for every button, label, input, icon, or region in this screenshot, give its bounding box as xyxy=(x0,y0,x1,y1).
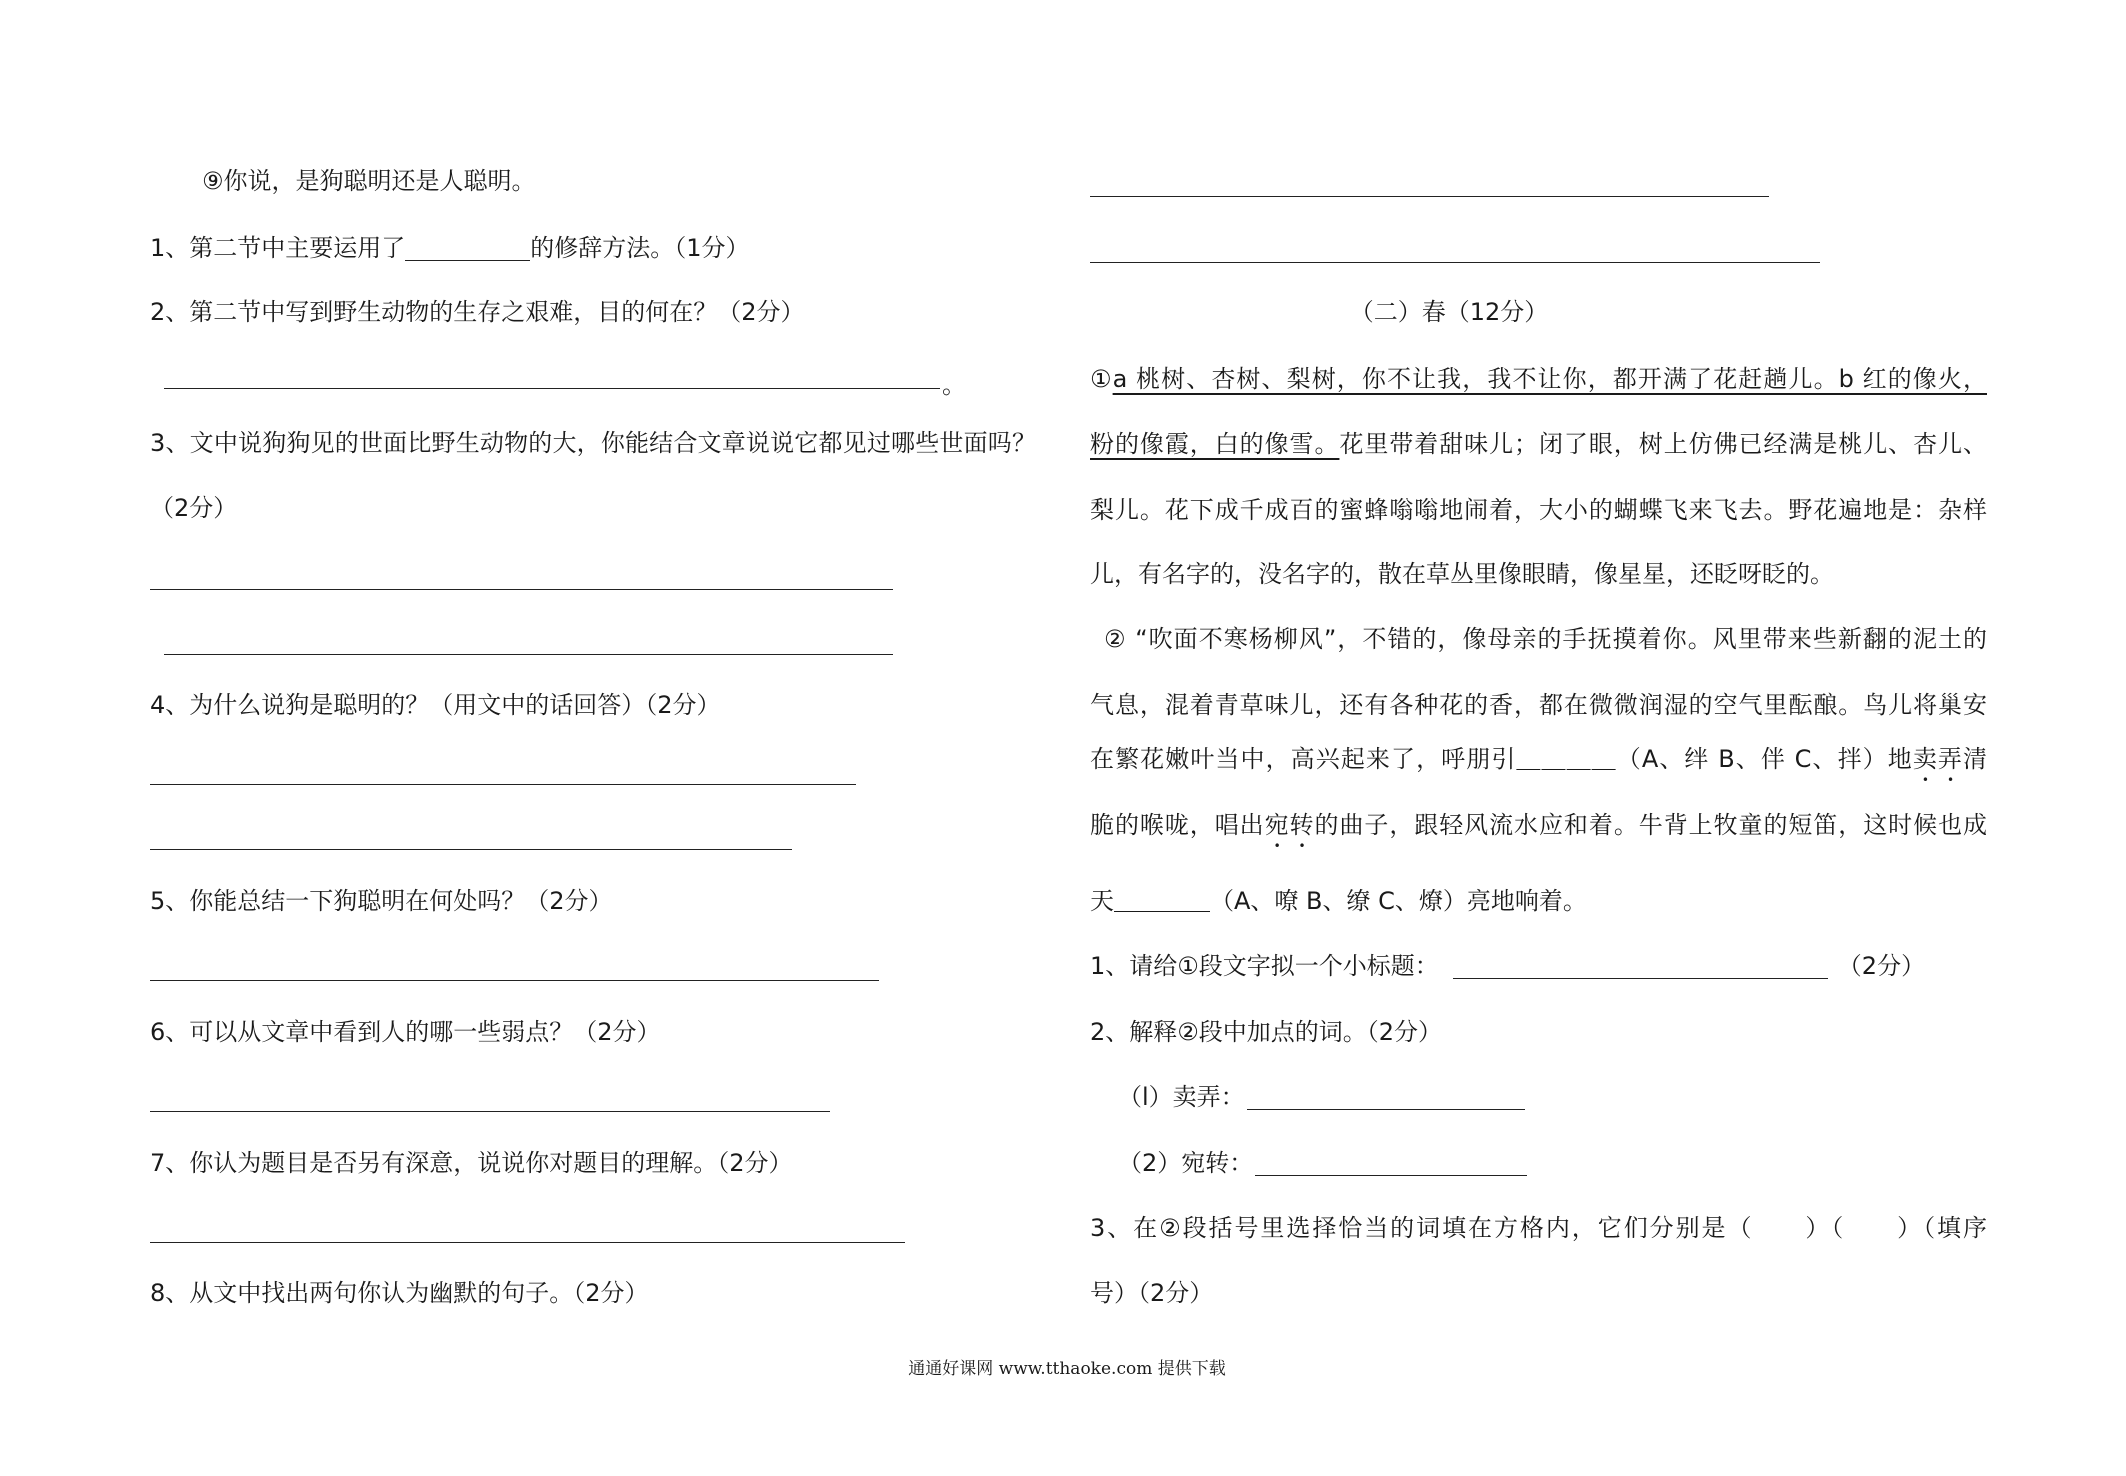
dotted-word: 宛转 xyxy=(1264,811,1315,839)
left-question-3-score: （2分） xyxy=(150,494,238,522)
right-question-3-line-1: 3、在②段括号里选择恰当的词填在方格内，它们分别是（ ）（ ）（填序 xyxy=(1090,1214,1987,1242)
passage-text: 在繁花嫩叶当中，高兴起来了，呼朋引＿＿＿＿（A、绊 B、伴 C、拌）地 xyxy=(1090,745,1913,773)
left-question-6: 6、可以从文章中看到人的哪一些弱点？（2分） xyxy=(150,1018,661,1046)
answer-line xyxy=(150,1111,830,1112)
passage-paragraph-1-line-3: 梨儿。花下成千成百的蜜蜂嗡嗡地闹着，大小的蝴蝶飞来飞去。野花遍地是：杂样 xyxy=(1090,496,1987,524)
right-question-2-item-2 xyxy=(1118,1148,1527,1178)
item-blank xyxy=(1247,1085,1525,1110)
answer-line xyxy=(150,784,856,785)
right-question-1-text-before: 1、请给①段文字拟一个小标题： xyxy=(1090,952,1439,980)
left-question-1-text-after: 的修辞方法。（1分） xyxy=(530,234,750,262)
passage-paragraph-2-line-3 xyxy=(1090,744,1987,787)
left-question-5: 5、你能总结一下狗聪明在何处吗？（2分） xyxy=(150,887,613,915)
passage-paragraph-1-line-2 xyxy=(1090,429,1987,459)
right-question-1 xyxy=(1090,951,1925,981)
paragraph-9-quote: ⑨你说，是狗聪明还是人聪明。 xyxy=(202,167,536,195)
left-question-4: 4、为什么说狗是聪明的？（用文中的话回答）（2分） xyxy=(150,691,721,719)
section-title: （二）春（12分） xyxy=(1349,298,1549,326)
right-question-1-score: （2分） xyxy=(1837,952,1926,980)
left-question-2: 2、第二节中写到野生动物的生存之艰难，目的何在？（2分） xyxy=(150,298,805,326)
passage-paragraph-2-line-4 xyxy=(1090,810,1987,853)
left-question-1 xyxy=(150,233,750,263)
underlined-sentence: 粉的像霞，白的像雪。 xyxy=(1090,430,1340,458)
dotted-word: 卖弄 xyxy=(1912,745,1963,773)
right-question-3-line-2: 号）（2分） xyxy=(1090,1279,1214,1307)
answer-line xyxy=(150,849,792,850)
passage-text: 清 xyxy=(1963,745,1987,773)
answer-line xyxy=(1090,196,1769,197)
page-footer: 通通好课网 www.tthaoke.com 提供下载 xyxy=(908,1359,1226,1379)
left-question-3: 3、文中说狗狗见的世面比野生动物的大，你能结合文章说说它都见过哪些世面吗？ xyxy=(150,429,1036,457)
passage-text: 的曲子，跟轻风流水应和着。牛背上牧童的短笛，这时候也成 xyxy=(1314,811,1988,839)
answer-line xyxy=(1090,262,1820,263)
answer-line xyxy=(164,654,893,655)
passage-paragraph-1-line-1 xyxy=(1090,364,1987,394)
left-question-1-text-before: 1、第二节中主要运用了 xyxy=(150,234,406,262)
passage-text: 花里带着甜味儿；闭了眼，树上仿佛已经满是桃儿、杏儿、 xyxy=(1339,430,1988,458)
passage-paragraph-2-line-1: ② “吹面不寒杨柳风”，不错的，像母亲的手抚摸着你。风里带来些新翻的泥土的 xyxy=(1104,625,1987,653)
right-question-2-item-1 xyxy=(1118,1082,1525,1112)
answer-line xyxy=(150,1242,905,1243)
item-label: （l）卖弄： xyxy=(1118,1083,1245,1111)
answer-line xyxy=(150,980,879,981)
passage-paragraph-2-line-2: 气息，混着青草味儿，还有各种花的香，都在微微润湿的空气里酝酿。鸟儿将巢安 xyxy=(1090,691,1987,719)
item-blank xyxy=(1255,1151,1527,1176)
left-question-7: 7、你认为题目是否另有深意，说说你对题目的理解。（2分） xyxy=(150,1149,793,1177)
right-question-1-blank xyxy=(1453,954,1828,979)
left-question-2-answer-end: 。 xyxy=(942,371,966,399)
right-question-2: 2、解释②段中加点的词。（2分） xyxy=(1090,1018,1443,1046)
item-label: （2）宛转： xyxy=(1118,1149,1254,1177)
passage-paragraph-1-line-4: 儿，有名字的，没名字的，散在草丛里像眼睛，像星星，还眨呀眨的。 xyxy=(1090,560,1834,588)
underlined-sentence: a 桃树、杏树、梨树，你不让我，我不让你，都开满了花赶趟儿。b 红的像火， xyxy=(1112,365,1987,393)
left-question-1-blank xyxy=(405,236,530,261)
answer-line xyxy=(150,589,893,590)
left-question-8: 8、从文中找出两句你认为幽默的句子。（2分） xyxy=(150,1279,649,1307)
answer-line xyxy=(164,388,940,389)
passage-text: 脆的喉咙，唱出 xyxy=(1090,811,1265,839)
passage-paragraph-2-line-5: 天＿＿＿＿（A、嘹 B、缭 C、燎）亮地响着。 xyxy=(1090,887,1587,915)
paragraph-1-marker: ① xyxy=(1090,365,1113,393)
